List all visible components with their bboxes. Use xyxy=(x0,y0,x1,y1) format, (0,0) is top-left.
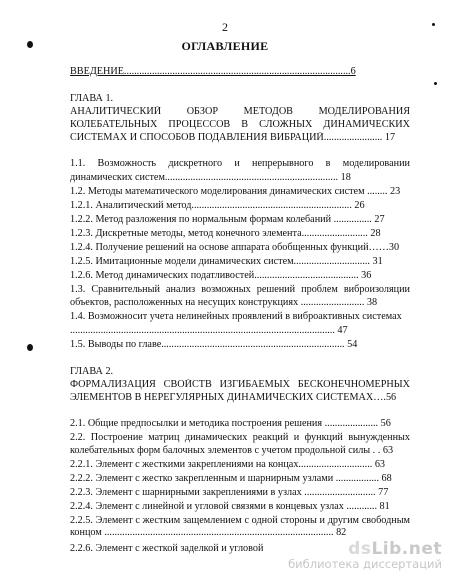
scan-speck xyxy=(434,82,437,85)
toc-entry[interactable]: объектов, расположенных на несущих конструкциях ......................... 38 xyxy=(70,297,378,308)
toc-entry[interactable]: 2.2.2. Элемент с жестко закрепленным и шарнирным узлами ................. 68 xyxy=(70,473,392,484)
logo-brand-prefix: ds xyxy=(348,539,372,559)
toc-entry[interactable]: 1.2.5. Имитационные модели динамических систем.............................. 31 xyxy=(70,256,383,267)
toc-entry[interactable]: 1.3. Сравнительный анализ возможных решений проблем виброизоляции xyxy=(70,284,410,295)
toc-entry[interactable]: динамических систем.................................................................... 18 xyxy=(70,172,351,183)
toc-entry[interactable]: 1.2.6. Метод динамических податливостей......................................... 36 xyxy=(70,270,372,281)
chapter1-title-line3[interactable]: СИСТЕМАХ И СПОСОБОВ ПОДАВЛЕНИЯ ВИБРАЦИЙ....................... 17 xyxy=(70,132,396,143)
logo-subtitle: библиотека диссертаций xyxy=(288,557,442,571)
dslib-watermark-logo xyxy=(288,539,442,571)
toc-entry-intro[interactable]: ВВЕДЕНИЕ.........................................................................................6 xyxy=(70,66,356,77)
scan-speck xyxy=(432,23,435,26)
toc-entry[interactable]: ........................................................................................................ 47 xyxy=(70,325,348,336)
chapter2-label: ГЛАВА 2. xyxy=(70,366,114,377)
toc-entry[interactable]: 2.2. Построение матриц динамических реакций и функций вынужденных xyxy=(70,432,410,443)
toc-entry[interactable]: 1.1. Возможность дискретного и непрерывного в моделировании xyxy=(70,158,410,169)
chapter1-title-line2: КОЛЕБАТЕЛЬНЫХ ПРОЦЕССОВ В СЛОЖНЫХ ДИНАМИЧЕСКИХ xyxy=(70,119,410,130)
toc-entry[interactable]: 2.2.4. Элемент с линейной и угловой связями в концевых узлах ............ 81 xyxy=(70,501,390,512)
document-title: ОГЛАВЛЕНИЕ xyxy=(181,39,269,53)
toc-entry[interactable]: 2.1. Общие предпосылки и методика построения решения ..................... 56 xyxy=(70,418,391,429)
toc-entry[interactable]: 1.2. Методы математического моделирования динамических систем ........ 23 xyxy=(70,186,401,197)
toc-entry[interactable]: 1.2.3. Дискретные методы, метод конечного элемента.......................... 28 xyxy=(70,228,381,239)
chapter2-title-line1: ФОРМАЛИЗАЦИЯ СВОЙСТВ ИЗГИБАЕМЫХ БЕСКОНЕЧНОМЕРНЫХ xyxy=(70,379,410,390)
logo-brand-main: Lib.net xyxy=(371,539,442,559)
toc-entry[interactable]: 2.2.1. Элемент с жесткими закреплениями на концах............................. 63 xyxy=(70,459,386,470)
logo-brand xyxy=(288,539,442,559)
scan-speck xyxy=(27,41,33,48)
page-number: 2 xyxy=(222,20,228,34)
chapter1-title-line1: АНАЛИТИЧЕСКИЙ ОБЗОР МЕТОДОВ МОДЕЛИРОВАНИЯ xyxy=(70,106,410,117)
toc-entry[interactable]: колебательных форм балочных элементов с учетом продольной силы . . 63 xyxy=(70,445,394,456)
toc-entry[interactable]: 1.2.2. Метод разложения по нормальным формам колебаний ............... 27 xyxy=(70,214,385,225)
toc-entry[interactable]: 1.2.4. Получение решений на основе аппарата обобщенных функций……30 xyxy=(70,242,400,253)
toc-entry[interactable]: 1.4. Возможносит учета нелинейных проявлений в виброактивных системах xyxy=(70,311,402,322)
toc-entry[interactable]: концом .......................................................................................... 82 xyxy=(70,527,347,538)
chapter1-label: ГЛАВА 1. xyxy=(70,93,114,104)
toc-entry[interactable]: 2.2.6. Элемент с жесткой заделкой и угловой xyxy=(70,543,264,554)
chapter2-title-line2[interactable]: ЭЛЕМЕНТОВ В НЕРЕГУЛЯРНЫХ ДИНАМИЧЕСКИХ СИСТЕМАХ….56 xyxy=(70,392,397,403)
toc-entry[interactable]: 1.2.1. Аналитический метод............................................................... 26 xyxy=(70,200,365,211)
toc-entry[interactable]: 2.2.3. Элемент с шарнирными закреплениями в узлах ............................ 77 xyxy=(70,487,389,498)
toc-entry[interactable]: 1.5. Выводы по главе........................................................................ 54 xyxy=(70,339,358,350)
scan-speck xyxy=(27,344,33,351)
toc-entry[interactable]: 2.2.5. Элемент с жестким защемлением с одной стороны и другим свободным xyxy=(70,515,410,526)
